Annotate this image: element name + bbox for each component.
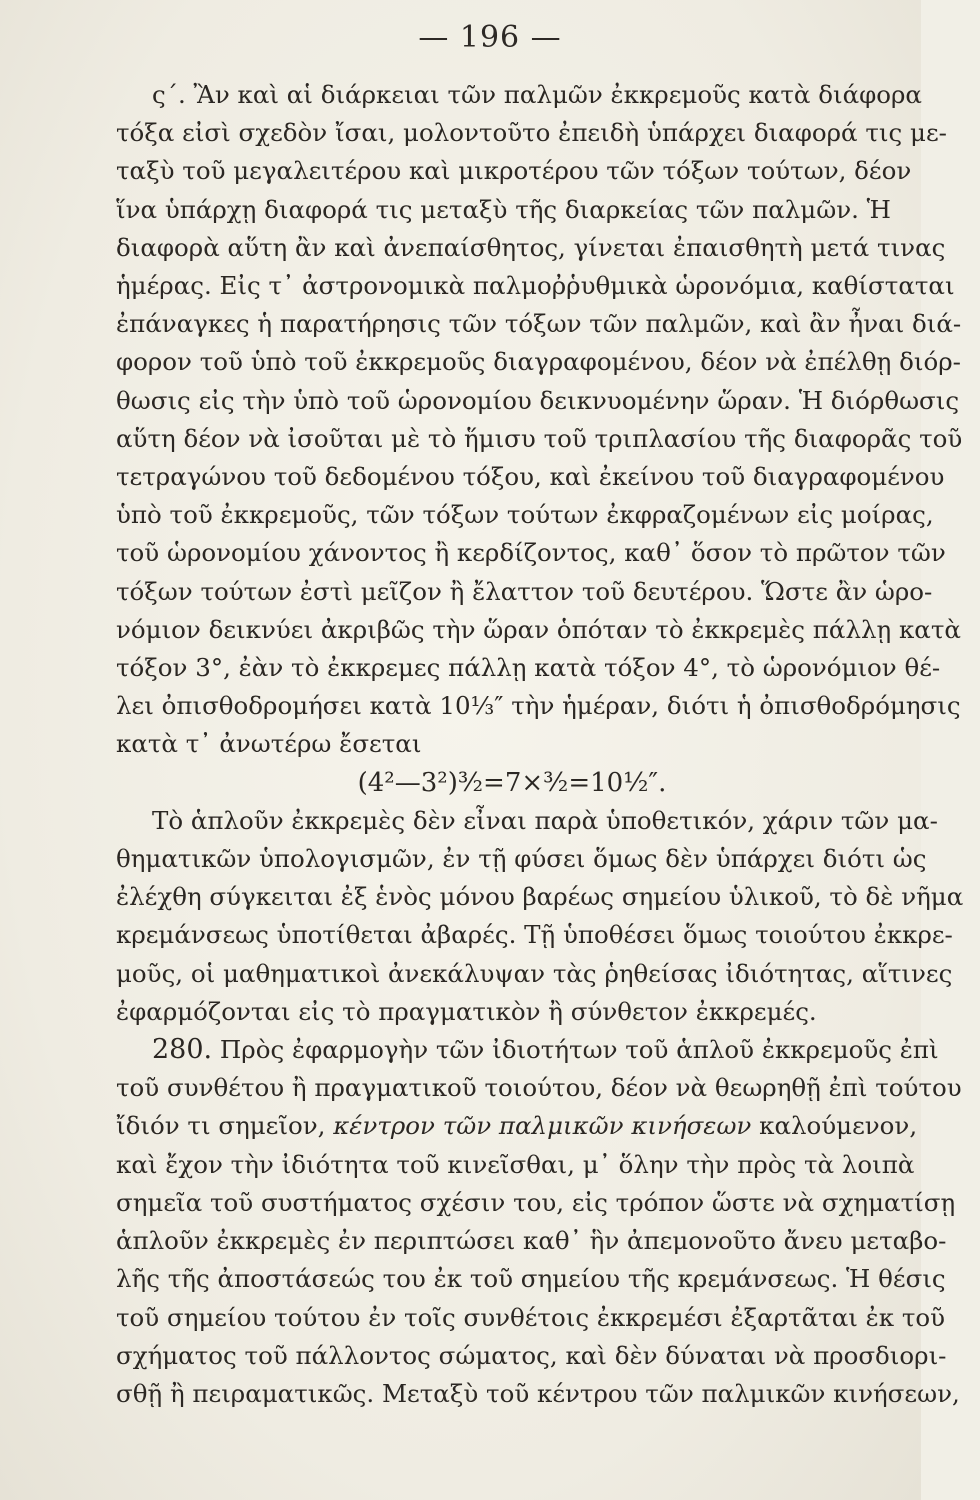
text-line: ἵνα ὑπάρχῃ διαφορά τις μεταξὺ τῆς διαρκείας τῶν παλμῶν. Ἡ xyxy=(116,194,891,224)
text-line: νόμιον δεικνύει ἀκριβῶς τὴν ὥραν ὁπόταν τὸ ἐκκρεμὲς πάλλῃ κατὰ xyxy=(116,614,961,644)
text-line: διαφορὰ αὕτη ἂν καὶ ἀνεπαίσθητος, γίνεται ἐπαισθητὴ μετά τινας xyxy=(116,232,946,262)
text-line: τοῦ συνθέτου ἢ πραγματικοῦ τοιούτου, δέον νὰ θεωρηθῇ ἐπὶ τούτου xyxy=(116,1073,962,1103)
text-line-with-italic xyxy=(116,1107,918,1145)
text-line: τόξων τούτων ἐστὶ μεῖζον ἢ ἔλαττον τοῦ δευτέρου. Ὥστε ἂν ὡρο- xyxy=(116,576,933,606)
text-line: θηματικῶν ὑπολογισμῶν, ἐν τῇ φύσει ὅμως δὲν ὑπάρχει διότι ὡς xyxy=(116,844,927,874)
paragraph-number: 280. xyxy=(152,1034,213,1066)
text-line: ἐπάναγκες ἡ παρατήρησις τῶν τόξων τῶν παλμῶν, καὶ ἂν ἦναι διά- xyxy=(116,309,962,339)
formula: (4²—3²)³⁄₂=7×³⁄₂=10½″. xyxy=(357,767,667,798)
page-number: — 196 — xyxy=(418,20,562,55)
text-line: καὶ ἔχον τὴν ἰδιότητα τοῦ κινεῖσθαι, μ᾽ ὅλην τὴν πρὸς τὰ λοιπὰ xyxy=(116,1149,915,1179)
text-line: σχήματος τοῦ πάλλοντος σώματος, καὶ δὲν δύναται νὰ προσδιορι- xyxy=(116,1340,947,1370)
text-line: μοῦς, οἱ μαθηματικοὶ ἀνεκάλυψαν τὰς ῥηθείσας ἰδιότητας, αἵτινες xyxy=(116,958,953,988)
text-line: ἁπλοῦν ἐκκρεμὲς ἐν περιπτώσει καθ᾽ ἣν ἀπεμονοῦτο ἄνευ μεταβο- xyxy=(116,1226,947,1256)
text-line: τόξον 3°, ἐὰν τὸ ἐκκρεμες πάλλῃ κατὰ τόξον 4°, τὸ ὡρονόμιον θέ- xyxy=(116,653,941,683)
text-line: θωσις εἰς τὴν ὑπὸ τοῦ ὡρονομίου δεικνυομένην ὥραν. Ἡ διόρθωσις xyxy=(116,385,960,415)
text-line: ἡμέρας. Εἰς τ᾽ ἀστρονομικὰ παλμοῤῥυθμικὰ ὡρονόμια, καθίσταται xyxy=(116,271,955,301)
text-line: κατὰ τ᾽ ἀνωτέρω ἔσεται xyxy=(116,729,422,759)
text-fragment: καλούμενον, xyxy=(759,1111,918,1141)
text-line: ὑπὸ τοῦ ἐκκρεμοῦς, τῶν τόξων τούτων ἐκφραζομένων εἰς μοίρας, xyxy=(116,500,934,530)
text-line: λει ὀπισθοδρομήσει κατὰ 10⅓″ τὴν ἡμέραν, διότι ἡ ὀπισθοδρόμησις xyxy=(116,691,961,721)
text-line: σημεῖα τοῦ συστήματος σχέσιν του, εἰς τρόπον ὥστε νὰ σχηματίσῃ xyxy=(116,1187,956,1217)
text-line: τοῦ ὡρονομίου χάνοντος ἢ κερδίζοντος, καθ᾽ ὅσον τὸ πρῶτον τῶν xyxy=(116,538,946,568)
paragraph-280-first-line xyxy=(116,1031,939,1069)
text-line: ἐλέχθη σύγκειται ἐξ ἑνὸς μόνου βαρέως σημείου ὑλικοῦ, τὸ δὲ νῆμα xyxy=(116,882,964,912)
text-line: λῆς τῆς ἀποστάσεώς του ἐκ τοῦ σημείου τῆς κρεμάνσεως. Ἡ θέσις xyxy=(116,1264,946,1294)
text-line: τοῦ σημείου τούτου ἐν τοῖς συνθέτοις ἐκκρεμέσι ἐξαρτᾶται ἐκ τοῦ xyxy=(116,1302,946,1332)
text-fragment: ἴδιόν τι σημεῖον, xyxy=(116,1111,326,1141)
text-line: φορον τοῦ ὑπὸ τοῦ ἐκκρεμοῦς διαγραφομένου, δέον νὰ ἐπέλθῃ διόρ- xyxy=(116,347,961,377)
text-line: Τὸ ἁπλοῦν ἐκκρεμὲς δὲν εἶναι παρὰ ὑποθετικόν, χάριν τῶν μα- xyxy=(152,805,938,835)
text-line: σθῇ ἢ πειραματικῶς. Μεταξὺ τοῦ κέντρου τῶν παλμικῶν κινήσεων, xyxy=(116,1378,960,1408)
text-fragment: Πρὸς ἐφαρμογὴν τῶν ἰδιοτήτων τοῦ ἁπλοῦ ἐκκρεμοῦς ἐπὶ xyxy=(219,1035,939,1065)
text-line: τετραγώνου τοῦ δεδομένου τόξου, καὶ ἐκείνου τοῦ διαγραφομένου xyxy=(116,462,945,492)
text-line: αὕτη δέον νὰ ἰσοῦται μὲ τὸ ἥμισυ τοῦ τριπλασίου τῆς διαφορᾶς τοῦ xyxy=(116,423,963,453)
text-line: ταξὺ τοῦ μεγαλειτέρου καὶ μικροτέρου τῶν τόξων τούτων, δέον xyxy=(116,156,912,186)
text-line: κρεμάνσεως ὑποτίθεται ἀβαρές. Τῇ ὑποθέσει ὅμως τοιούτου ἐκκρε- xyxy=(116,920,953,950)
body-text xyxy=(116,76,964,1413)
italic-term: κέντρον τῶν παλμικῶν κινήσεων xyxy=(333,1111,752,1141)
text-line: τόξα εἰσὶ σχεδὸν ἴσαι, μολοντοῦτο ἐπειδὴ ὑπάρχει διαφορά τις με- xyxy=(116,118,947,148)
text-line: ς΄. Ἂν καὶ αἱ διάρκειαι τῶν παλμῶν ἐκκρεμοῦς κατὰ διάφορα xyxy=(152,80,922,109)
text-line: ἐφαρμόζονται εἰς τὸ πραγματικὸν ἢ σύνθετον ἐκκρεμές. xyxy=(116,996,817,1026)
